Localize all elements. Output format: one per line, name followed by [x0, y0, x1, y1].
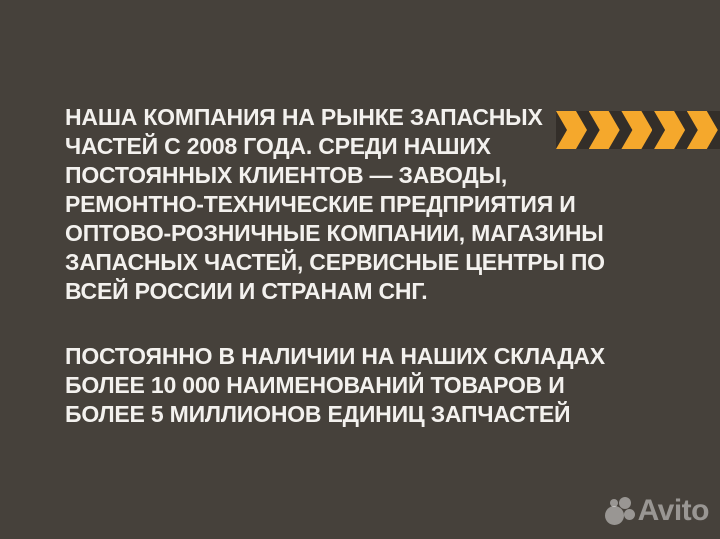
- avito-logo-icon: [605, 497, 635, 526]
- text-line: ЧАСТЕЙ С 2008 ГОДА. СРЕДИ НАШИХ: [65, 133, 491, 159]
- text-line: НАША КОМПАНИЯ НА РЫНКЕ ЗАПАСНЫХ: [65, 104, 543, 130]
- avito-logo-dot: [624, 509, 635, 520]
- paragraph-stock-info: [65, 342, 665, 429]
- body-text: [65, 103, 665, 429]
- right-chevrons-icon: [556, 111, 720, 149]
- text-line: ВСЕЙ РОССИИ И СТРАНАМ СНГ.: [65, 278, 428, 304]
- text-line: БОЛЕЕ 5 МИЛЛИОНОВ ЕДИНИЦ ЗАПЧАСТЕЙ: [65, 401, 571, 427]
- avito-logo-dot: [619, 497, 631, 509]
- text-line: ПОСТОЯННЫХ КЛИЕНТОВ — ЗАВОДЫ,: [65, 162, 508, 188]
- text-line: БОЛЕЕ 10 000 НАИМЕНОВАНИЙ ТОВАРОВ И: [65, 372, 565, 398]
- text-line: ПОСТОЯННО В НАЛИЧИИ НА НАШИХ СКЛАДАХ: [65, 343, 605, 369]
- avito-watermark-label: Avito: [637, 494, 709, 527]
- avito-watermark: [605, 496, 709, 526]
- text-line: ЗАПАСНЫХ ЧАСТЕЙ, СЕРВИСНЫЕ ЦЕНТРЫ ПО: [65, 249, 605, 275]
- text-line: РЕМОНТНО-ТЕХНИЧЕСКИЕ ПРЕДПРИЯТИЯ И: [65, 191, 576, 217]
- avito-logo-dot: [605, 506, 624, 525]
- text-line: ОПТОВО-РОЗНИЧНЫЕ КОМПАНИИ, МАГАЗИНЫ: [65, 220, 604, 246]
